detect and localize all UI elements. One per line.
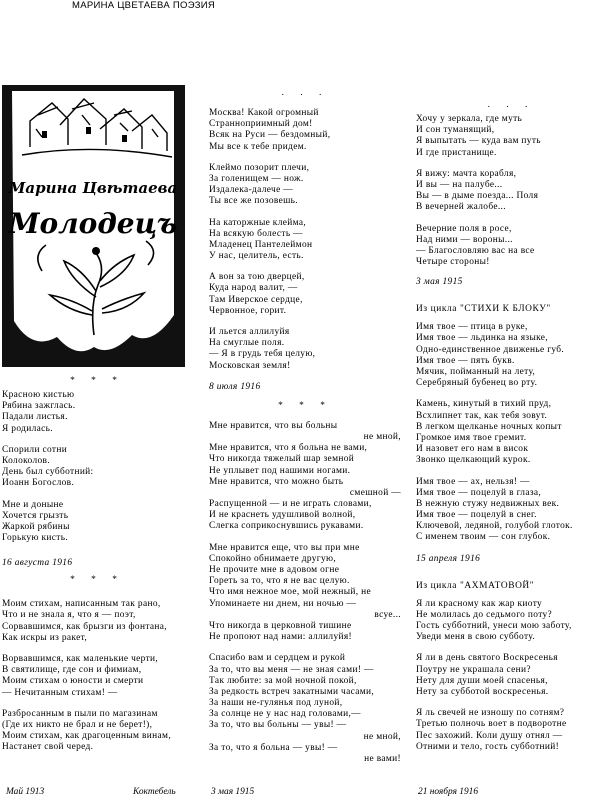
poem-line: Пес захожий. Коли душу отнял — xyxy=(416,730,563,741)
poem-stanza xyxy=(2,500,192,545)
poem-stanza xyxy=(416,322,605,389)
poem-line: Мне и доныне xyxy=(2,499,64,510)
poem-line: Поутру не украшала сени? xyxy=(416,664,531,675)
poem-line: Рябина зажглась. xyxy=(2,401,76,412)
poem-line: В легком щелканье ночных копыт xyxy=(416,421,562,432)
poem-line: Имя твое — льдинка на языке, xyxy=(416,333,548,344)
poem-line: Я ли красному как жар киоту xyxy=(416,598,543,609)
poem-line: И где пристанище. xyxy=(416,147,497,158)
section-stars: . . . xyxy=(281,88,329,98)
poem-line: Я ли в день святого Воскресенья xyxy=(416,653,558,664)
poem-stanza xyxy=(416,114,605,159)
poem-date: 15 апреля 1916 xyxy=(416,553,481,564)
poem-line: Вы — в дыме поезда... Поля xyxy=(416,191,539,202)
page-header: МАРИНА ЦВЕТАЕВА ПОЭЗИЯ xyxy=(72,0,216,11)
poem-line: Не прочите мне в адовом огне xyxy=(209,565,340,575)
poem-line: Жаркой рябины xyxy=(2,521,70,532)
poem-line: Странноприимный дом! xyxy=(209,119,313,130)
poem-line: Мне нравится, что я больна не вами, xyxy=(209,443,368,454)
poem-line: Москва! Какой огромный xyxy=(209,108,319,118)
poem-line: Я выпытать — куда вам путь xyxy=(416,136,541,147)
poem-line: Четыре стороны! xyxy=(416,257,490,268)
poem-line: Серебряный бубенец во рту. xyxy=(416,378,538,389)
poem-date: 3 мая 1915 xyxy=(416,277,463,288)
section-stars: * * * xyxy=(70,575,124,586)
poem-line: За то, что я больна — увы! — xyxy=(209,742,338,753)
poem-stanza xyxy=(2,709,192,754)
poem-line: Спасибо вам и сердцем и рукой xyxy=(209,653,346,664)
poem-line: Мы все к тебе придем. xyxy=(209,141,307,152)
poem-line: Не пропоют над нами: аллилуйя! xyxy=(209,632,352,643)
poem-line: Разбросанным в пыли по магазинам xyxy=(2,708,158,719)
poem-line: За солнце не у нас над головами,— xyxy=(209,709,361,720)
poem-line: не мной, xyxy=(363,731,401,742)
poem-line: День был субботний: xyxy=(2,467,94,478)
poem-stanza xyxy=(416,708,605,753)
poem-line: Нету для души моей спасенья, xyxy=(416,675,548,686)
poem-line: Ключевой, ледяной, голубой глоток. xyxy=(416,521,573,532)
poem-line: Колоколов. xyxy=(2,455,50,466)
poem-line: Иоанн Богослов. xyxy=(2,478,75,489)
cover-title: Молодецъ xyxy=(8,207,178,240)
poem-stanza xyxy=(416,653,605,698)
poem-line: Клеймо позорит плечи, xyxy=(209,162,310,173)
poem-line: За то, что вы меня — не зная сами! — xyxy=(209,664,374,675)
poem-line: Не молилась до седьмого поту? xyxy=(416,609,553,620)
poem-line: Вечерние поля в росе, xyxy=(416,223,512,234)
poem-line: Мячик, пойманный на лету, xyxy=(416,367,536,377)
poem-line: всуе... xyxy=(374,609,401,620)
poem-line: Имя твое — птица в руке, xyxy=(416,322,528,333)
poem-stanza xyxy=(2,445,192,490)
poem-place: Коктебель xyxy=(133,787,176,797)
poem-stanza xyxy=(209,327,401,372)
poem-line: И вы — на палубе... xyxy=(416,179,503,190)
poem-line: Что и не знала я, что я — поэт, xyxy=(2,610,136,621)
poem-line: Нету за субботой воскресенья. xyxy=(416,686,549,697)
poem-line: Как искры из ракет, xyxy=(2,632,88,643)
poem-stanza xyxy=(2,654,192,699)
poem-line: Настанет свой черед. xyxy=(2,742,94,753)
poem-line: Камень, кинутый в тихий пруд, xyxy=(416,399,552,410)
poem-stanza xyxy=(209,163,401,208)
poem-line: И не краснеть удушливой волной, xyxy=(209,510,356,521)
poem-line: Так любите: за мой ночной покой, xyxy=(209,675,357,686)
poem-line: На смуглые поля. xyxy=(209,338,285,349)
poem-line: Я родилась. xyxy=(2,423,53,434)
poem-line: Ты все же позовешь. xyxy=(209,196,298,207)
poem-line: Упоминаете ни днем, ни ночью — xyxy=(209,598,357,609)
poem-line: Червонное, горит. xyxy=(209,305,287,316)
poem-stanza xyxy=(2,390,192,435)
poem-line: Ворвавшимся, как маленькие черти, xyxy=(2,654,159,664)
poem-stanza xyxy=(209,272,401,317)
poem-stanza xyxy=(416,477,605,544)
poem-line: Гореть за то, что я не вас целую. xyxy=(209,576,350,587)
column-1 xyxy=(2,376,192,754)
book-cover-image xyxy=(2,85,185,367)
poem-line: Распущенной — и не играть словами, xyxy=(209,499,372,510)
poem-line: Отними и тело, гость субботний! xyxy=(416,741,560,752)
poem-date: 8 июля 1916 xyxy=(209,381,261,392)
poem-line: Младенец Пантелеймон xyxy=(209,239,313,250)
poem-line: Горькую кисть. xyxy=(2,533,69,544)
poem-line: Одно-единственное движенье губ. xyxy=(416,344,565,355)
poem-line: Громкое имя твое гремит. xyxy=(416,432,527,443)
poem-line: Хочу у зеркала, где муть xyxy=(416,114,523,124)
poem-line: Звонко щелкающий курок. xyxy=(416,455,531,466)
poem-line: — Нечитанным стихам! — xyxy=(2,687,118,698)
poem-line: — Я в грудь тебя целую, xyxy=(209,349,316,360)
poem-line: Мне нравится, что можно быть xyxy=(209,476,344,487)
poem-line: В нежную стужу недвижных век. xyxy=(416,498,560,509)
poem-line: Не уплывет под нашими ногами. xyxy=(209,465,351,476)
poem-stanza xyxy=(209,218,401,263)
poem-line: Моим стихам, написанным так рано, xyxy=(2,599,161,610)
poem-line: Моим стихам, как драгоценным винам, xyxy=(2,731,172,742)
poem-stanza xyxy=(416,599,605,644)
poem-line: Московская земля! xyxy=(209,360,291,371)
poem-line: — Благословляю вас на все xyxy=(416,245,535,256)
poem-stanza xyxy=(416,169,605,214)
column-3 xyxy=(416,100,605,753)
poem-line: Мне нравится, что вы больны xyxy=(209,420,338,431)
poem-stanza xyxy=(209,108,401,153)
section-stars: * * * xyxy=(278,400,332,411)
poem-line: За то, что вы больны — увы! — xyxy=(209,720,347,731)
poem-line: На всякую болесть — xyxy=(209,228,303,239)
cycle-title: Из цикла "АХМАТОВОЙ" xyxy=(416,580,535,591)
section-stars: . . . xyxy=(487,100,535,110)
cover-author: Марина Цвѣтаева xyxy=(8,179,178,197)
poem-line: Над ними — вороны... xyxy=(416,234,513,245)
poem-date: 3 мая 1915 xyxy=(211,787,255,797)
poem-line: Имя твое — ах, нельзя! — xyxy=(416,476,530,487)
poem-line: Падали листья. xyxy=(2,412,68,423)
poem-line: (Где их никто не брал и не берет!), xyxy=(2,719,153,730)
poem-line: И сон туманящий, xyxy=(416,125,495,136)
poem-line: не вами! xyxy=(364,754,401,764)
poem-line: Красною кистью xyxy=(2,390,75,400)
poem-stanza xyxy=(2,599,192,644)
poem-line: А вон за тою дверцей, xyxy=(209,272,305,283)
poem-line: Уведи меня в свою субботу. xyxy=(416,632,536,643)
poem-line: За наши не-гулянья под луной, xyxy=(209,698,343,709)
poem-line: Что никогда тяжелый шар земной xyxy=(209,454,355,465)
poem-line: Моим стихам о юности и смерти xyxy=(2,676,144,687)
poem-line: Мне нравится еще, что вы при мне xyxy=(209,542,360,553)
poem-line: Что никогда в церковной тишине xyxy=(209,620,352,631)
poem-line: не мной, xyxy=(363,431,401,442)
cycle-title: Из цикла "СТИХИ К БЛОКУ" xyxy=(416,304,551,315)
poem-line: Спокойно обнимаете другую, xyxy=(209,553,337,564)
poem-line: Имя твое — поцелуй в глаза, xyxy=(416,487,542,498)
poem-line: Имя твое — поцелуй в снег. xyxy=(416,510,537,521)
poem-line: И льется аллилуйя xyxy=(209,327,290,337)
poem-line: Я ль свечей не изношу по сотням? xyxy=(416,708,565,719)
poem-line: Спорили сотни xyxy=(2,444,68,455)
poem-line: Третью полночь воет в подворотне xyxy=(416,719,567,730)
poem-line: За голенищем — нож. xyxy=(209,173,304,184)
poem-line: Сорвавшимся, как брызги из фонтана, xyxy=(2,621,167,632)
poem-line: В вечерней жалобе... xyxy=(416,202,506,213)
poem-line: Всхлипнет так, как тебя зовут. xyxy=(416,410,548,421)
poem-stanza xyxy=(209,543,401,644)
poem-line: У нас, целитель, есть. xyxy=(209,251,304,262)
poem-stanza xyxy=(209,653,401,765)
poem-date: 16 августа 1916 xyxy=(2,558,73,569)
poem-line: Издалека-далече — xyxy=(209,185,294,196)
poem-line: Что имя нежное мое, мой нежный, не xyxy=(209,587,372,598)
poem-line: Имя твое — пять букв. xyxy=(416,355,515,366)
poem-date: Май 1913 xyxy=(6,787,45,797)
poem-stanza xyxy=(416,399,605,466)
poem-line: Я вижу: мачта корабля, xyxy=(416,168,517,179)
poem-line: На каторжные клейма, xyxy=(209,217,307,228)
poem-line: смешной — xyxy=(349,487,401,498)
poem-stanza xyxy=(416,224,605,269)
column-2 xyxy=(209,88,401,765)
section-stars: * * * xyxy=(70,376,124,386)
poem-line: Слегка соприкоснувшись рукавами. xyxy=(209,521,364,532)
poem-line: За редкость встреч закатными часами, xyxy=(209,686,375,697)
poem-date: 21 ноября 1916 xyxy=(418,787,479,797)
poem-line: В святилище, где сон и фимиам, xyxy=(2,665,142,676)
poem-line: Там Иверское сердце, xyxy=(209,294,303,305)
cover-art xyxy=(2,85,185,367)
poem-line: Хочется грызть xyxy=(2,510,69,521)
poem-line: Куда народ валит, — xyxy=(209,283,298,294)
poem-line: Всяк на Руси — бездомный, xyxy=(209,130,331,141)
poem-line: И назовет его нам в висок xyxy=(416,444,529,455)
poem-line: С именем твоим — сон глубок. xyxy=(416,532,551,543)
poem-stanza xyxy=(209,421,401,533)
poem-line: Гость субботний, унеси мою заботу, xyxy=(416,621,572,631)
